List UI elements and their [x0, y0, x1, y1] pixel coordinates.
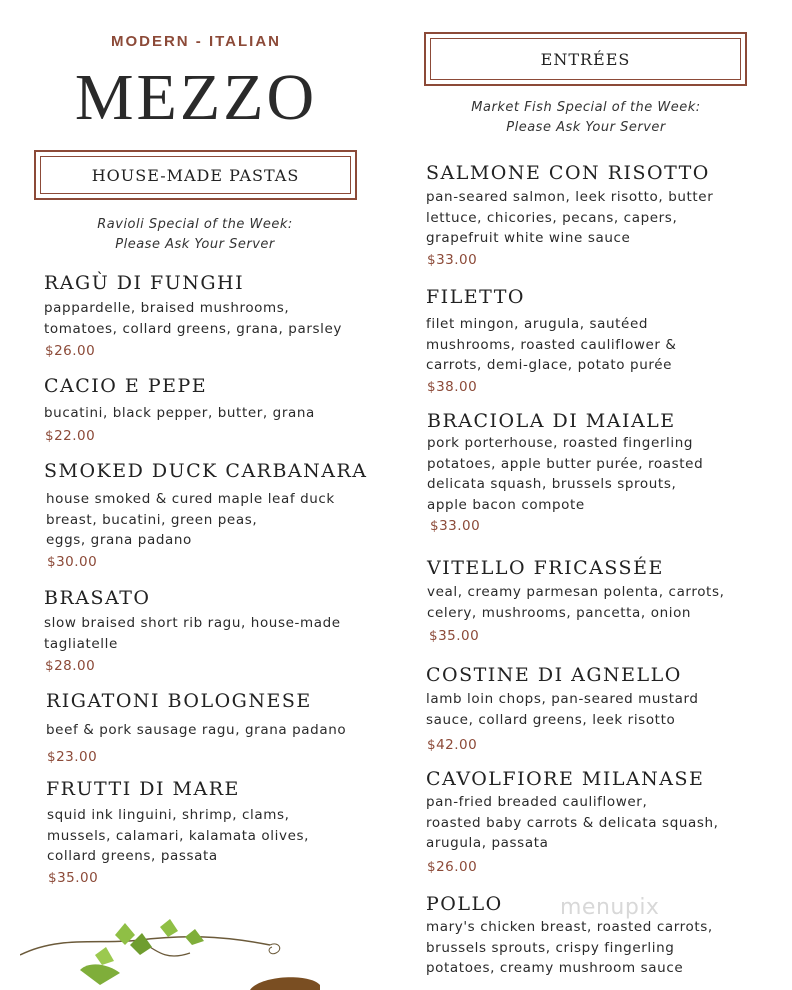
pastas-section-header [34, 150, 357, 200]
menu-item-ragu-di-funghi [44, 270, 342, 359]
menu-item-brasato [44, 585, 341, 674]
pastas-special-line2: Please Ask Your Server [115, 237, 275, 252]
item-price: $30.00 [47, 553, 98, 570]
menu-item-vitello-fricassee [427, 555, 724, 644]
entrees-special-line2: Please Ask Your Server [506, 120, 666, 135]
restaurant-logo: MEZZO [74, 61, 318, 134]
item-description: veal, creamy parmesan polenta, carrots, celery, mushrooms, pancetta, onion [427, 584, 725, 621]
menu-item-cacio-e-pepe [44, 373, 315, 444]
vine-illustration [20, 915, 320, 990]
entrees-special-line1: Market Fish Special of the Week: [471, 100, 701, 115]
item-name: CACIO E PEPE [44, 375, 208, 397]
watermark-text: menupix [560, 895, 660, 920]
item-price: $33.00 [430, 518, 481, 534]
restaurant-tagline: MODERN - ITALIAN [110, 33, 282, 50]
item-description: pork porterhouse, roasted fingerling potatoes, apple butter purée, roasted delicata squash, brussels sprouts, apple bacon compote [427, 435, 704, 513]
item-description: filet mingon, arugula, sautéed mushrooms, roasted cauliflower & carrots, demi-glace, potato purée [426, 316, 677, 373]
menu-item-cavolfiore-milanase [426, 766, 719, 875]
item-price: $38.00 [427, 378, 478, 395]
item-price: $35.00 [48, 869, 99, 886]
item-description: mary's chicken breast, roasted carrots, brussels sprouts, crispy fingerling potatoes, creamy mushroom sauce [426, 919, 713, 976]
item-name: FRUTTI DI MARE [46, 778, 240, 800]
item-description: squid ink linguini, shrimp, clams, mussels, calamari, kalamata olives, collard greens, passata [47, 807, 310, 864]
item-price: $42.00 [427, 737, 478, 753]
menu-item-smoked-duck-carbanara [44, 458, 368, 570]
menu-item-rigatoni-bolognese [46, 688, 346, 765]
entrees-section-title: ENTRÉES [430, 38, 741, 80]
item-description: slow braised short rib ragu, house-made tagliatelle [44, 615, 341, 652]
item-description: pappardelle, braised mushrooms, tomatoes, collard greens, grana, parsley [44, 300, 342, 337]
menu-item-frutti-di-mare [46, 776, 309, 886]
item-name: CAVOLFIORE MILANASE [426, 768, 705, 790]
item-description: pan-fried breaded cauliflower, roasted baby carrots & delicata squash, arugula, passata [426, 794, 719, 851]
item-price: $26.00 [45, 343, 96, 359]
item-description: pan-seared salmon, leek risotto, butter lettuce, chicories, pecans, capers, grapefruit white wine sauce [426, 189, 714, 246]
item-name: COSTINE DI AGNELLO [426, 664, 682, 686]
item-name: RAGÙ DI FUNGHI [44, 272, 245, 294]
pastas-special-note [40, 215, 350, 255]
item-price: $28.00 [45, 658, 96, 674]
item-description: bucatini, black pepper, butter, grana [44, 405, 315, 421]
item-description: lamb loin chops, pan-seared mustard sauce, collard greens, leek risotto [426, 691, 699, 728]
item-price: $22.00 [45, 427, 96, 444]
menu-item-salmone-con-risotto [426, 160, 713, 268]
item-name: SMOKED DUCK CARBANARA [44, 460, 368, 482]
item-price: $23.00 [47, 748, 98, 765]
item-description: beef & pork sausage ragu, grana padano [46, 722, 347, 738]
menu-item-braciola-di-maiale [427, 408, 703, 534]
entrees-section-header [424, 32, 747, 86]
item-name: SALMONE CON RISOTTO [426, 162, 710, 184]
item-name: VITELLO FRICASSÉE [427, 557, 664, 579]
item-name: BRACIOLA DI MAIALE [427, 410, 676, 432]
item-price: $33.00 [427, 251, 478, 268]
pastas-section-title: HOUSE-MADE PASTAS [40, 156, 351, 194]
item-name: POLLO [426, 893, 503, 915]
item-name: BRASATO [44, 587, 151, 609]
pastas-special-line1: Ravioli Special of the Week: [97, 217, 293, 232]
menu-item-costine-di-agnello [426, 662, 699, 753]
item-description: house smoked & cured maple leaf duck breast, bucatini, green peas, eggs, grana padano [46, 491, 335, 548]
menu-item-filetto [426, 284, 677, 395]
item-price: $35.00 [429, 628, 480, 644]
item-price: $26.00 [427, 858, 478, 875]
item-name: RIGATONI BOLOGNESE [46, 690, 312, 712]
entrees-special-note [430, 98, 742, 138]
item-name: FILETTO [426, 286, 525, 308]
